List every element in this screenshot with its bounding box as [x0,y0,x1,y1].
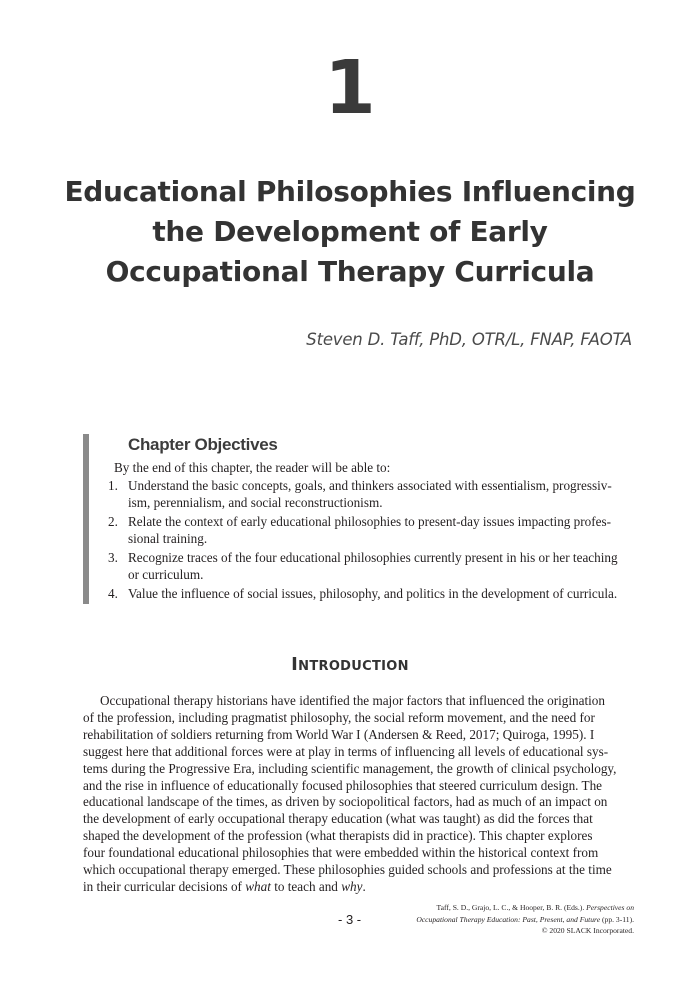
paragraph-line: rehabilitation of soldiers returning from World War I (Andersen & Reed, 2017; Quiroga, 1995). I [83,726,595,742]
objectives-list [108,477,641,604]
paragraph-line: the development of early occupational therapy education (what was taught) as did the forces that [83,811,593,827]
citation-book-title: Perspectives on [586,903,634,912]
objective-number: 1. [108,478,118,493]
paragraph-line: Occupational therapy historians have identified the major factors that influenced the origination [100,693,605,708]
citation-block [416,902,634,937]
citation-text: (pp. 3-11). [600,914,634,924]
paragraph-line: suggest here that additional forces were at play in terms of influencing all levels of educational sys- [83,743,609,759]
objective-number: 4. [108,586,118,601]
emphasis-what: what [245,878,271,894]
objective-text-line: Understand the basic concepts, goals, and thinkers associated with essentialism, progressiv- [128,478,612,493]
objective-item [108,549,641,583]
objective-text-line: Value the influence of social issues, philosophy, and politics in the development of curricula. [128,586,618,601]
objectives-intro: By the end of this chapter, the reader will be able to: [114,460,391,475]
emphasis-why: why [341,878,363,894]
paragraph-line: educational landscape of the times, as driven by sociopolitical factors, had as much of an impact on [83,794,608,810]
citation-book-title: Occupational Therapy Education: Past, Present, and Future [416,914,601,924]
paragraph-line: four foundational educational philosophies that were embedded within the historical context from [83,845,599,861]
chapter-title-line: Occupational Therapy Curricula [105,255,595,288]
paragraph-line: tems during the Progressive Era, including scientific management, the growth of clinical psychology, [83,760,617,776]
chapter-number: 1 [324,45,376,131]
objectives-heading: Chapter Objectives [128,435,278,454]
citation-line [416,914,634,926]
objective-text-line: sional training. [128,531,208,546]
objective-number: 2. [108,514,118,529]
introduction-heading: Introduction [291,654,409,675]
chapter-title-line: Educational Philosophies Influencing [64,175,636,208]
paragraph-line: and the rise in influence of educationally focused philosophies that steered curriculum design. The [83,777,603,793]
chapter-title-line: the Development of Early [152,215,548,248]
paragraph-line: which occupational therapy emerged. These philosophies guided schools and professions at the time [83,862,612,878]
objective-text-line: or curriculum. [128,567,204,582]
objective-text-line: Recognize traces of the four educational philosophies currently present in his or her teaching [128,550,618,565]
citation-line [416,902,634,914]
chapter-title [40,172,660,292]
paragraph-text: to teach and [270,878,342,894]
objective-text-line: ism, perennialism, and social reconstructionism. [128,495,383,510]
objective-number: 3. [108,550,118,565]
chapter-author: Steven D. Taff, PhD, OTR/L, FNAP, FAOTA [306,330,632,349]
objective-item [108,585,641,602]
paragraph-text: in their curricular decisions of [83,878,246,894]
citation-text: Taff, S. D., Grajo, L. C., & Hooper, B. R. (Eds.). [436,903,587,912]
introduction-paragraph [83,693,635,896]
objective-text-line: Relate the context of early educational philosophies to present-day issues impacting profes- [128,514,612,529]
paragraph-text: . [362,878,366,894]
objective-item [108,513,641,547]
paragraph-line [83,879,635,896]
citation-copyright: © 2020 SLACK Incorporated. [541,926,634,935]
page-number: - 3 - [338,912,362,927]
chapter-objectives-box [83,434,641,604]
paragraph-line: shaped the development of the profession (what therapists did in practice). This chapter explores [83,828,593,844]
objective-item [108,477,641,511]
paragraph-line: of the profession, including pragmatist philosophy, the social reform movement, and the need for [83,709,595,725]
